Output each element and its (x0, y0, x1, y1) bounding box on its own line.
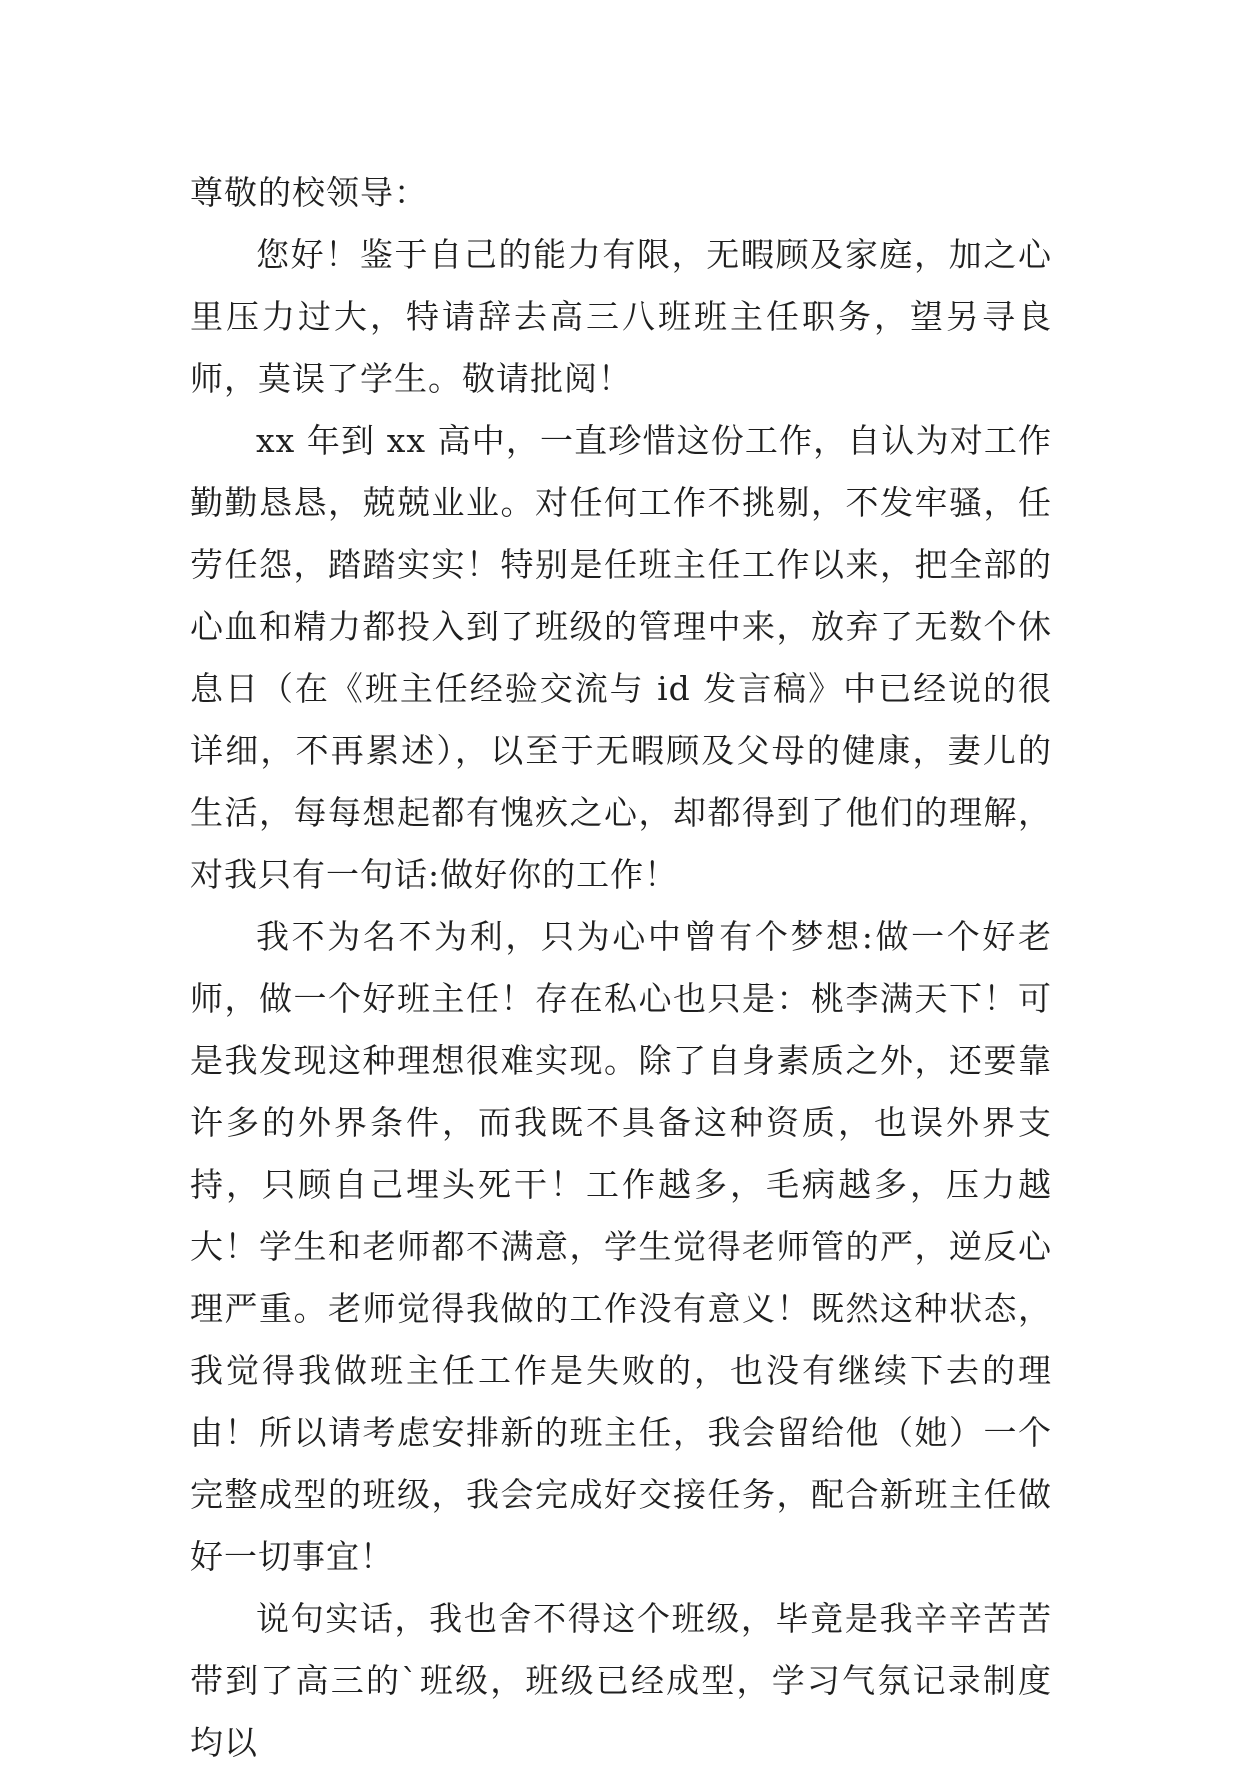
paragraph-reasons: 我不为名不为利，只为心中曾有个梦想:做一个好老师，做一个好班主任！存在私心也只是：桃李满天下！可是我发现这种理想很难实现。除了自身素质之外，还要靠许多的外界条件，而我既不具备这种资质，也误外界支持，只顾自己埋头死干！工作越多，毛病越多，压力越大！学生和老师都不满意，学生觉得老师管的严，逆反心理严重。老师觉得我做的工作没有意义！既然这种状态，我觉得我做班主任工作是失败的，也没有继续下去的理由！所以请考虑安排新的班主任，我会留给他（她）一个完整成型的班级，我会完成好交接任务，配合新班主任做好一切事宜！ (190, 917, 1052, 1576)
paragraph-work-history: xx 年到 xx 高中，一直珍惜这份工作，自认为对工作勤勤恳恳，兢兢业业。对任何工作不挑剔，不发牢骚，任劳任怨，踏踏实实！特别是任班主任工作以来，把全部的心血和精力都投入到了班级的管理中来，放弃了无数个休息日（在《班主任经验交流与 id 发言稿》中已经说的很详细，不再累述），以至于无暇顾及父母的健康，妻儿的生活，每每想起都有愧疚之心，却都得到了他们的理解，对我只有一句话:做好你的工作！ (190, 421, 1052, 894)
paragraph-greeting: 您好！鉴于自己的能力有限，无暇顾及家庭，加之心里压力过大，特请辞去高三八班班主任职务，望另寻良师，莫误了学生。敬请批阅！ (190, 235, 1052, 398)
salutation: 尊敬的校领导： (190, 173, 428, 212)
document-body (190, 162, 1052, 1774)
paragraph-closing: 说句实话，我也舍不得这个班级，毕竟是我辛辛苦苦带到了高三的`班级，班级已经成型，学习气氛记录制度均以 (190, 1599, 1052, 1762)
